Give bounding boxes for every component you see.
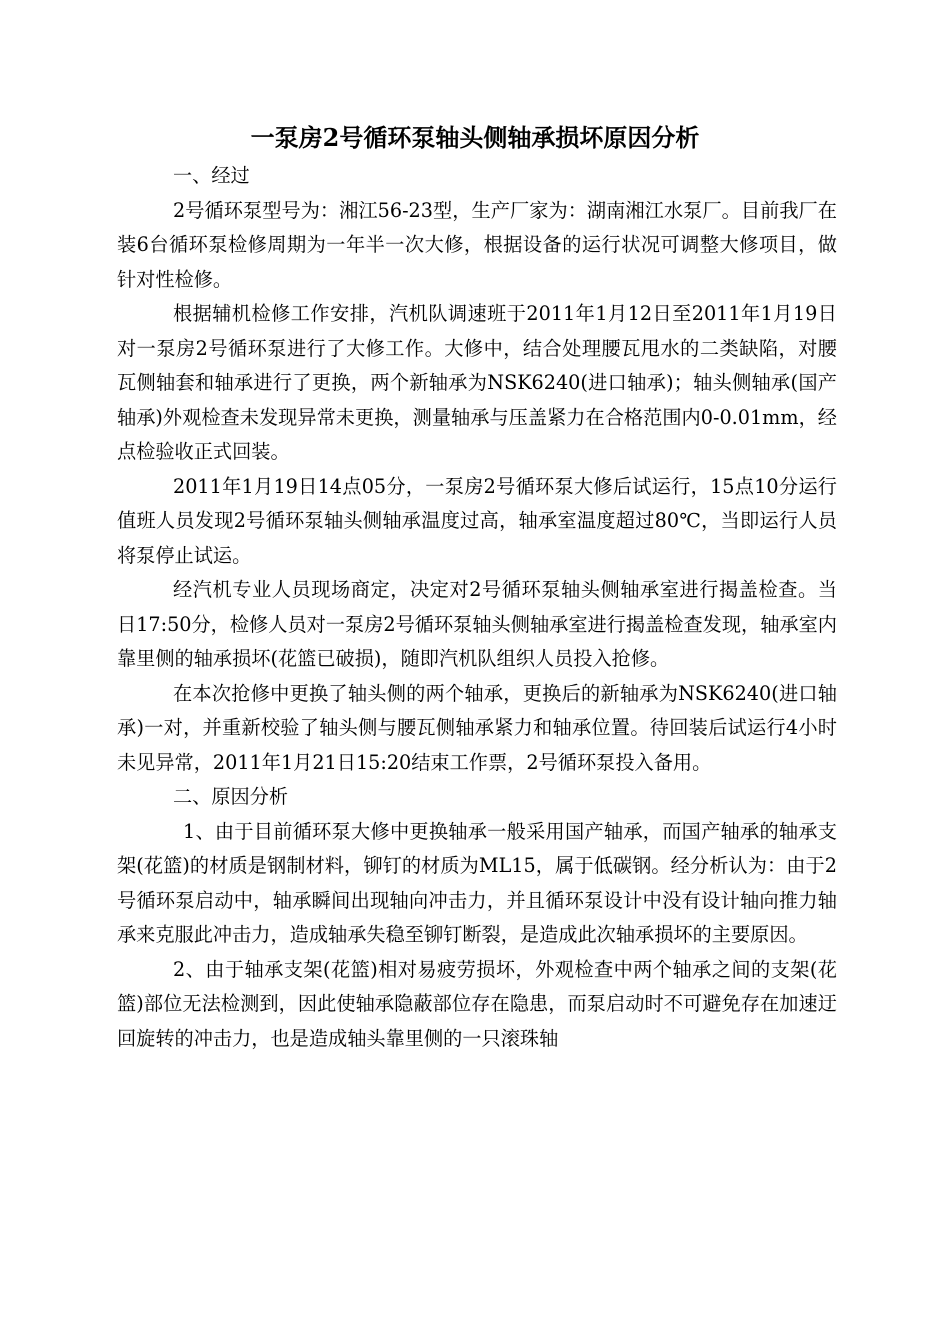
document-title: 一泵房2号循环泵轴头侧轴承损坏原因分析 (250, 123, 700, 152)
paragraph-pump-model: 2号循环泵型号为：湘江56-23型，生产厂家为：湖南湘江水泵厂。目前我厂在装6台循环泵检修周期为一年半一次大修，根据设备的运行状况可调整大修项目，做针对性检修。 (117, 198, 837, 291)
section-heading-process: 一、经过 (173, 164, 250, 187)
paragraph-overhaul: 根据辅机检修工作安排，汽机队调速班于2011年1月12日至2011年1月19日对一泵房2号循环泵进行了大修工作。大修中，结合处理腰瓦甩水的二类缺陷，对腰瓦侧轴套和轴承进行了更换，两个新轴承为NSK6240(进口轴承)；轴头侧轴承(国产轴承)外观检查未发现异常未更换，测量轴承与压盖紧力在合格范围内0-0.01mm，经点检验收正式回装。 (117, 302, 837, 463)
document-body (117, 159, 837, 1056)
paragraph-repair: 在本次抢修中更换了轴头侧的两个轴承，更换后的新轴承为NSK6240(进口轴承)一对，并重新校验了轴头侧与腰瓦侧轴承紧力和轴承位置。待回装后试运行4小时未见异常，2011年1月21日15:20结束工作票，2号循环泵投入备用。 (117, 681, 837, 774)
paragraph-inspection: 经汽机专业人员现场商定，决定对2号循环泵轴头侧轴承室进行揭盖检查。当日17:50分，检修人员对一泵房2号循环泵轴头侧轴承室进行揭盖检查发现，轴承室内靠里侧的轴承损坏(花篮已破损)，随即汽机队组织人员投入抢修。 (117, 578, 837, 670)
paragraph-cause-1: 1、由于目前循环泵大修中更换轴承一般采用国产轴承，而国产轴承的轴承支架(花篮)的材质是钢制材料，铆钉的材质为ML15，属于低碳钢。经分析认为：由于2号循环泵启动中，轴承瞬间出现轴向冲击力，并且循环泵设计中没有设计轴向推力轴承来克服此冲击力，造成轴承失稳至铆钉断裂，是造成此次轴承损坏的主要原因。 (117, 819, 837, 946)
paragraph-test-run: 2011年1月19日14点05分，一泵房2号循环泵大修后试运行，15点10分运行值班人员发现2号循环泵轴头侧轴承温度过高，轴承室温度超过80℃，当即运行人员将泵停止试运。 (117, 474, 837, 567)
section-heading-cause-analysis: 二、原因分析 (173, 785, 289, 808)
paragraph-cause-2: 2、由于轴承支架(花篮)相对易疲劳损坏，外观检查中两个轴承之间的支架(花篮)部位无法检测到，因此使轴承隐蔽部位存在隐患，而泵启动时不可避免存在加速迂回旋转的冲击力，也是造成轴头靠里侧的一只滚珠轴 (117, 957, 837, 1050)
